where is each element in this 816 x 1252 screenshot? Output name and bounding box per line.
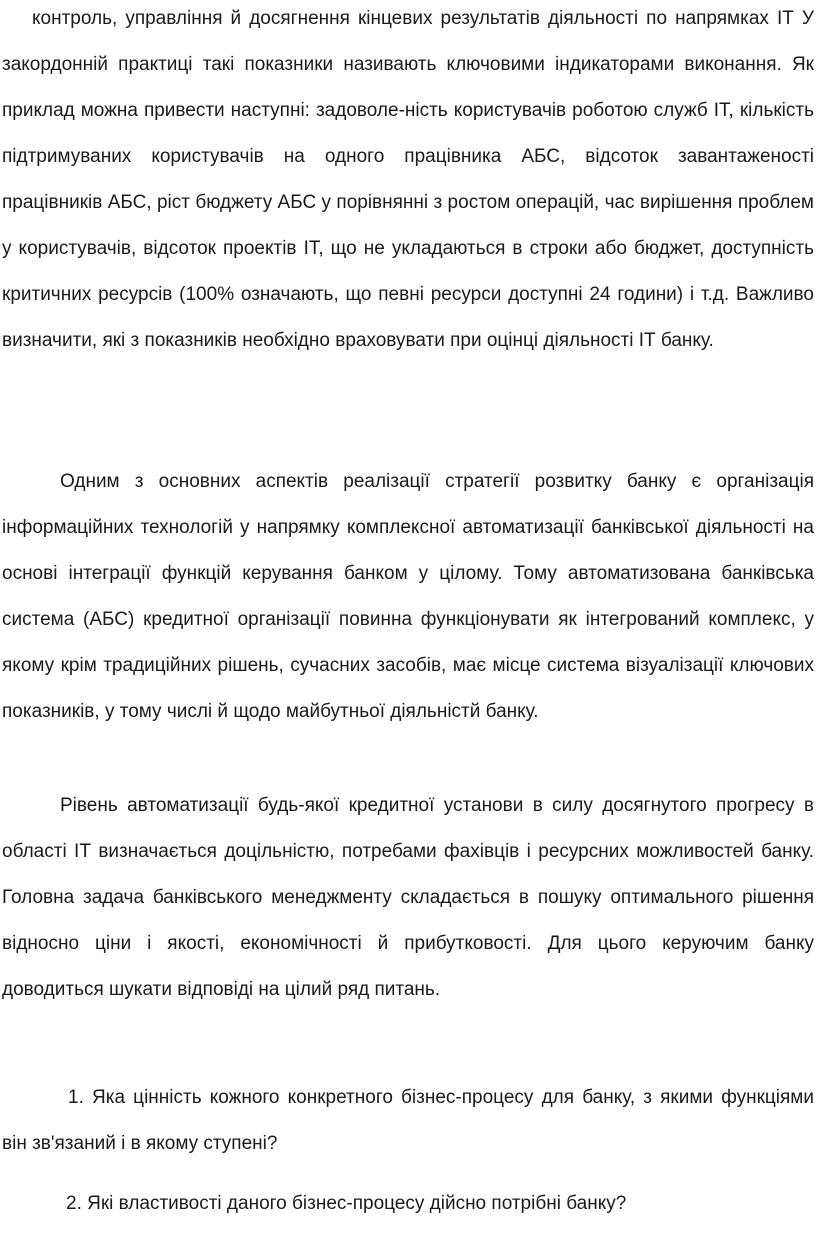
paragraph-automation-level: Рівень автоматизації будь-якої кредитної установи в силу досягнутого прогресу в області ІТ визначається доцільністю, потребами фахівців і ресурсних можливостей банку. Головна задача банківського менеджменту складається в пошуку оптимального рішення відносно ціни і якості, економічності й прибутковості. Для цього керуючим банку доводиться шукати відповіді на цілий ряд питань.	[2, 795, 814, 1000]
paragraph-strategy: Одним з основних аспектів реалізації стратегії розвитку банку є організація інформаційних технологій у напрямку комплексної автоматизації банківської діяльності на основі інтеграції функцій керування банком у цілому. Тому автоматизована банківська система (АБС) кредитної організації повинна функціонувати як інтегрований комплекс, у якому крім традиційних рішень, сучасних засобів, має місце система візуалізації ключових показників, у тому числі й щодо майбутньої діяльністй банку.	[2, 471, 814, 722]
paragraph-it-indicators: контроль, управління й досягнення кінцевих результатів діяльності по напрямках ІТ У закордонній практиці такі показники називають ключовими індикаторами виконання. Як приклад можна привести наступні: задоволе-ність користувачів роботою служб ІТ, кількість підтримуваних користувачів на одного працівника АБС, відсоток завантаженості працівників АБС, ріст бюджету АБС у порівнянні з ростом операцій, час вирішення проблем у користувачів, відсоток проектів ІТ, що не укладаються в строки або бюджет, доступність критичних ресурсів (100% означають, що певні ресурси доступні 24 години) і т.д. Важливо визначити, які з показників необхідно враховувати при оцінці діяльності ІТ банку.	[2, 8, 814, 351]
question-item-2: 2. Які властивості даного бізнес-процесу дійсно потрібні банку?	[66, 1193, 627, 1214]
question-item-1: 1. Яка цінність кожного конкретного бізнес-процесу для банку, з якими функціями він зв'язаний і в якому ступені?	[2, 1087, 814, 1154]
